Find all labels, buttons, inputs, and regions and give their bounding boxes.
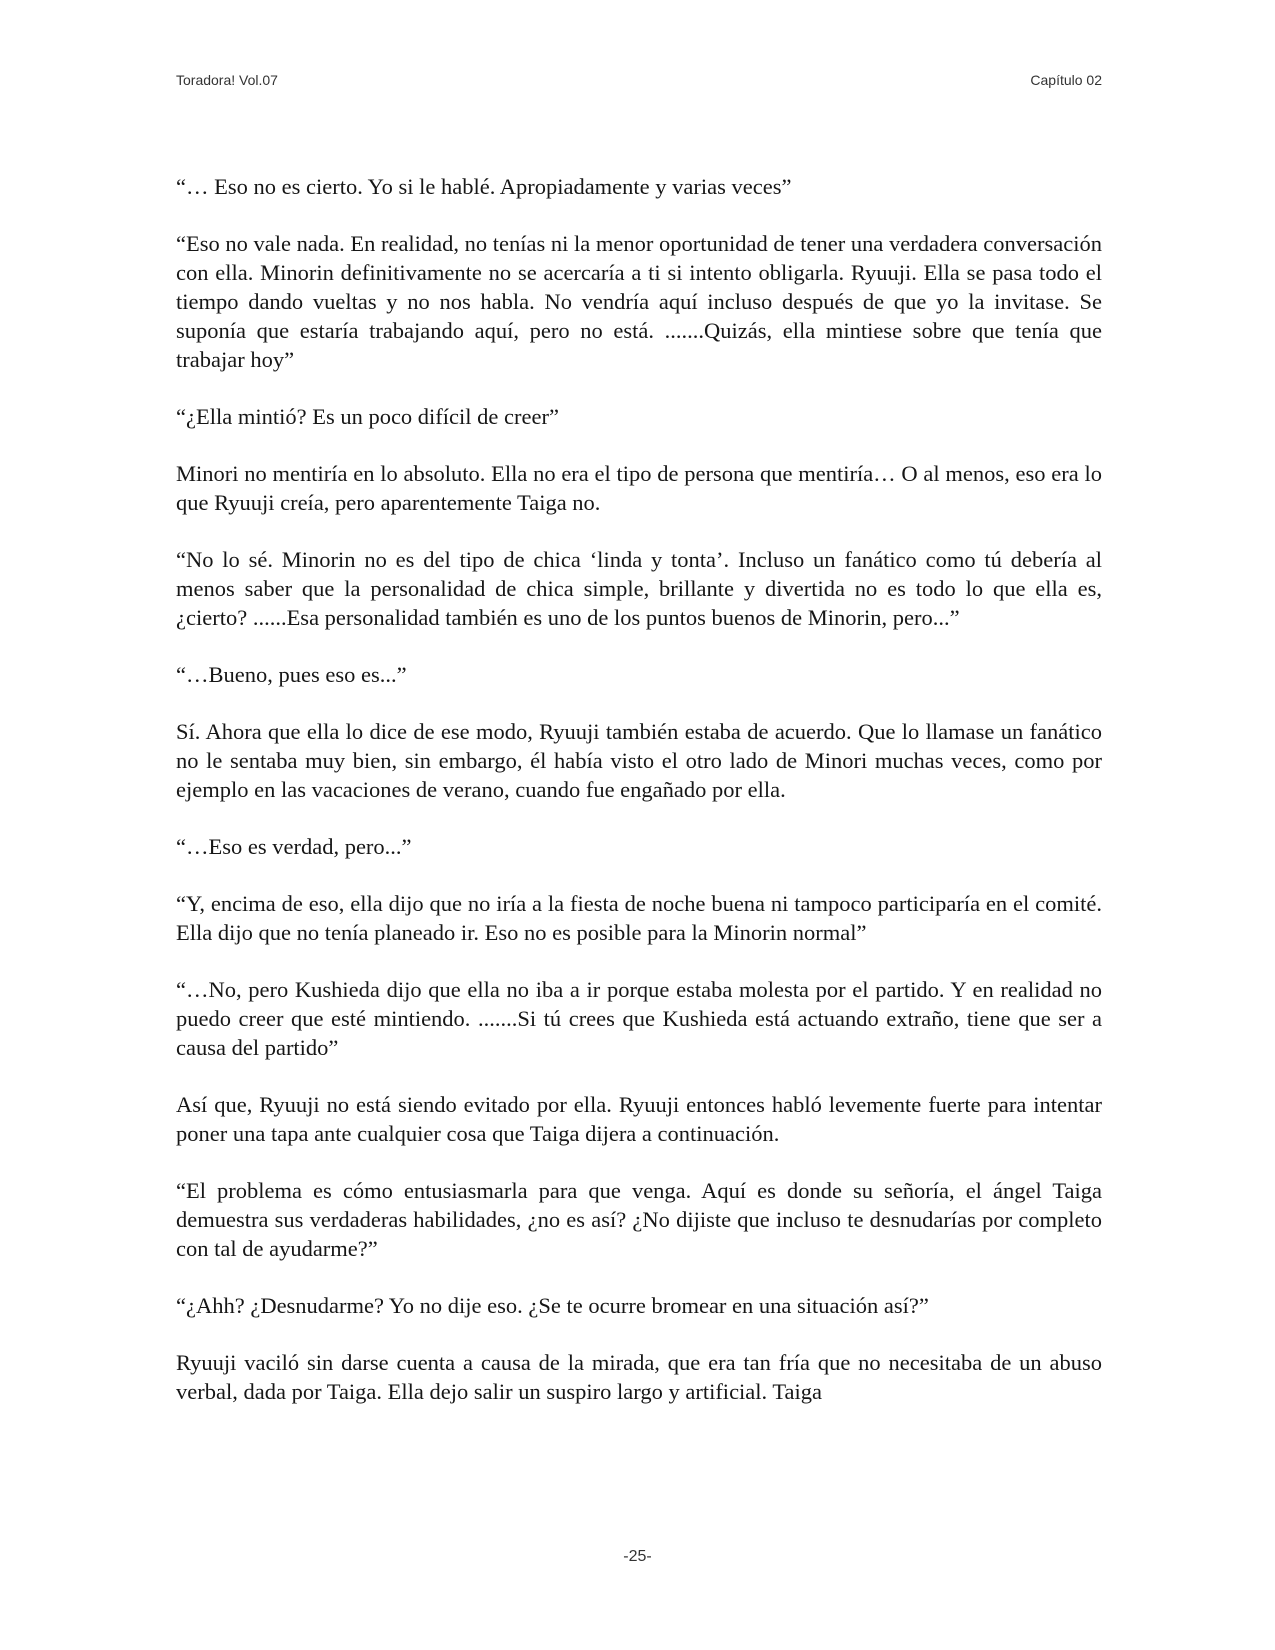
paragraph: “… Eso no es cierto. Yo si le hablé. Apropiadamente y varias veces” <box>176 174 792 199</box>
paragraph: Sí. Ahora que ella lo dice de ese modo, Ryuuji también estaba de acuerdo. Que lo llamase un fanático no le sentaba muy bien, sin embargo, él había visto el otro lado de Minori muchas veces, como por ejemplo en las vacaciones de verano, cuando fue engañado por ella. <box>176 719 1102 802</box>
paragraph: “No lo sé. Minorin no es del tipo de chica ‘linda y tonta’. Incluso un fanático como tú debería al menos saber que la personalidad de chica simple, brillante y divertida no es todo lo que ella es, ¿cierto? ......Esa personalidad también es uno de los puntos buenos de Minorin, pero...” <box>176 547 1102 630</box>
page-number: -25- <box>623 1548 652 1565</box>
paragraph: “¿Ahh? ¿Desnudarme? Yo no dije eso. ¿Se te ocurre bromear en una situación así?” <box>176 1293 929 1318</box>
paragraph: “El problema es cómo entusiasmarla para que venga. Aquí es donde su señoría, el ángel Taiga demuestra sus verdaderas habilidades, ¿no es así? ¿No dijiste que incluso te desnudarías por completo con tal de ayudarme?” <box>176 1178 1102 1261</box>
paragraph: “…Bueno, pues eso es...” <box>176 662 407 687</box>
paragraph: “¿Ella mintió? Es un poco difícil de creer” <box>176 404 559 429</box>
paragraph: “Eso no vale nada. En realidad, no tenías ni la menor oportunidad de tener una verdadera conversación con ella. Minorin definitivamente no se acercaría a ti si intento obligarla. Ryuuji. Ella se pasa todo el tiempo dando vueltas y no nos habla. No vendría aquí incluso después de que yo la invitase. Se suponía que estaría trabajando aquí, pero no está. .......Quizás, ella mintiese sobre que tenía que trabajar hoy” <box>176 231 1102 372</box>
paragraph: “…No, pero Kushieda dijo que ella no iba a ir porque estaba molesta por el partido. Y en realidad no puedo creer que esté mintiendo. .......Si tú crees que Kushieda está actuando extraño, tiene que ser a causa del partido” <box>176 977 1102 1060</box>
page-header <box>176 72 1102 94</box>
paragraph: “Y, encima de eso, ella dijo que no iría a la fiesta de noche buena ni tampoco participaría en el comité. Ella dijo que no tenía planeado ir. Eso no es posible para la Minorin normal” <box>176 891 1102 945</box>
paragraph: Ryuuji vaciló sin darse cuenta a causa de la mirada, que era tan fría que no necesitaba de un abuso verbal, dada por Taiga. Ella dejo salir un suspiro largo y artificial. Taiga <box>176 1350 1102 1404</box>
paragraph: Minori no mentiría en lo absoluto. Ella no era el tipo de persona que mentiría… O al menos, eso era lo que Ryuuji creía, pero aparentemente Taiga no. <box>176 461 1102 515</box>
paragraph: Así que, Ryuuji no está siendo evitado por ella. Ryuuji entonces habló levemente fuerte para intentar poner una tapa ante cualquier cosa que Taiga dijera a continuación. <box>176 1092 1102 1146</box>
body-text <box>176 172 1102 1434</box>
header-book-title: Toradora! Vol.07 <box>176 72 278 88</box>
header-chapter: Capítulo 02 <box>1030 72 1102 88</box>
paragraph: “…Eso es verdad, pero...” <box>176 834 412 859</box>
